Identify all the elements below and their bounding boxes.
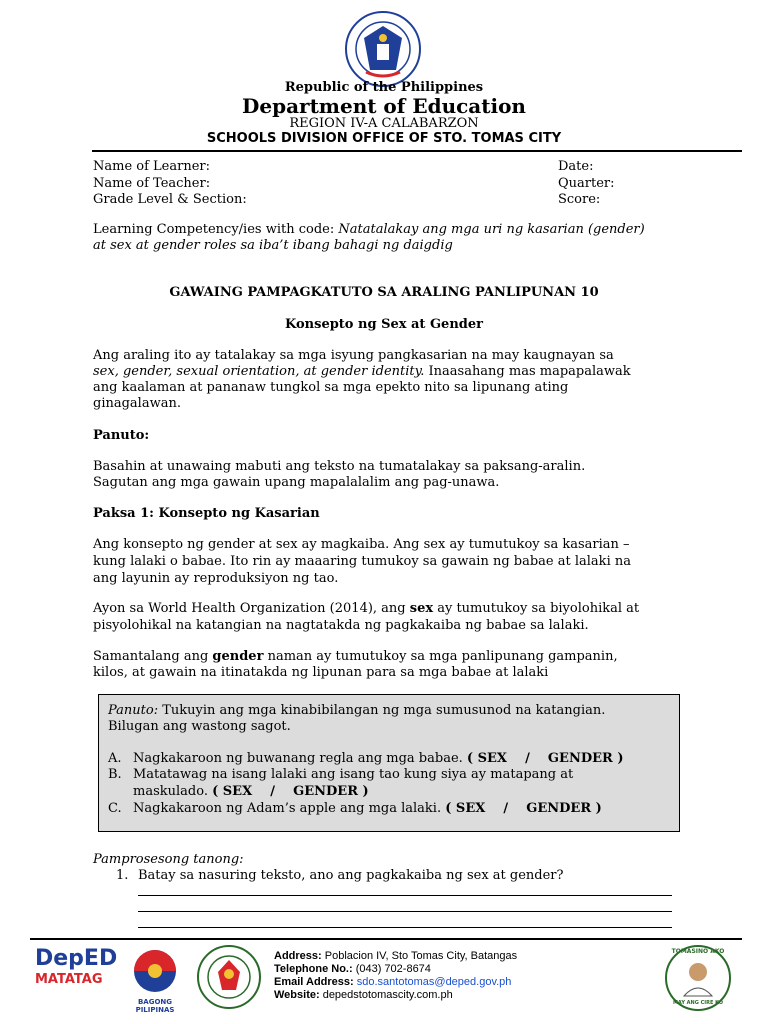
item-a-marker: A. (108, 751, 122, 766)
website-label: Website: (274, 989, 320, 1001)
panuto-line-2: Sagutan ang mga gawain upang mapalalalim ang pag-unawa. (93, 475, 500, 490)
p3-text-c: naman ay tumutukoy sa mga panlipunang gampanin, (263, 649, 618, 664)
tomasino-ako-badge-logo (664, 944, 732, 1012)
competency-label: Learning Competency/ies with code: (93, 222, 335, 237)
question-1-text: Batay sa nasuring teksto, ano ang pagkakaiba ng sex at gender? (138, 868, 564, 883)
intro-line-3: ang kaalaman at pananaw tungkol sa mga epekto nito sa lipunang ating (93, 380, 569, 395)
bagong-pilipinas-emblem-icon (122, 948, 188, 994)
badge-top-text: TOMASINO AKO (671, 948, 725, 955)
activity-panuto-line-2: Bilugan ang wastong sagot. (108, 719, 291, 734)
competency-text-1: Natatalakay ang mga uri ng kasarian (gender) (338, 222, 645, 237)
sdo-sto-tomas-seal-logo (196, 944, 262, 1010)
footer-rule (30, 938, 742, 940)
website-link[interactable]: depedstotomascity.com.ph (319, 989, 453, 1001)
teacher-name-label: Name of Teacher: (93, 176, 211, 191)
answer-line-2[interactable] (138, 911, 672, 912)
competency-line-1 (93, 221, 645, 238)
email-link[interactable]: sdo.santotomas@deped.gov.ph (353, 976, 512, 988)
intro-line-2-text: Inaasahang mas mapapalawak (424, 364, 631, 379)
panuto-line-1: Basahin at unawaing mabuti ang teksto na tumatalakay sa paksang-aralin. (93, 459, 586, 474)
deped-matatag-logo (35, 946, 118, 1002)
contact-block (274, 950, 517, 1002)
intro-line-4: ginagalawan. (93, 396, 181, 411)
badge-bottom-text: MAY ANG CIRE KO (672, 1000, 724, 1006)
address-row (274, 950, 517, 963)
paragraph-3-line-2: kilos, at gawain na itinatakda ng lipunan para sa mga babae at lalaki (93, 665, 549, 680)
bagong-pilipinas-text: BAGONG PILIPINAS (135, 998, 175, 1014)
learner-name-label: Name of Learner: (93, 159, 210, 174)
website-row (274, 989, 517, 1002)
item-a (133, 750, 624, 767)
p2-text-a: Ayon sa World Health Organization (2014), ang (93, 601, 410, 616)
activity-panuto-text: Tukuyin ang mga kinabibilangan ng mga sumusunod na katangian. (158, 703, 606, 718)
email-row (274, 976, 517, 989)
worksheet-subtitle: Konsepto ng Sex at Gender (284, 317, 483, 332)
telephone-label: Telephone No.: (274, 963, 353, 975)
p2-bold-sex: sex (409, 601, 434, 616)
item-b-text: Matatawag na isang lalaki ang isang tao kung siya ay matapang at (133, 767, 574, 782)
activity-panuto-label: Panuto: (108, 703, 159, 718)
paragraph-3-line-1 (93, 648, 618, 665)
question-1-number: 1. (116, 868, 129, 883)
department-heading: Department of Education (242, 94, 526, 118)
p3-text-a: Samantalang ang (93, 649, 213, 664)
p2-text-c: ay tumutukoy sa biyolohikal at (433, 601, 640, 616)
deped-wordmark: DepED (35, 946, 118, 971)
answer-line-1[interactable] (138, 895, 672, 896)
p3-bold-gender: gender (212, 649, 264, 664)
item-b-choice[interactable]: ( SEX / GENDER ) (212, 784, 369, 799)
item-b-text-2: maskulado. (133, 784, 208, 799)
item-b-line-2 (133, 783, 369, 800)
date-label: Date: (558, 159, 594, 174)
paragraph-2-line-1 (93, 600, 639, 617)
matatag-wordmark: MATATAG (35, 972, 103, 987)
region-heading: REGION IV-A CALABARZON (289, 116, 479, 131)
paragraph-1-line-3: ang layunin ay reproduksiyon ng tao. (93, 571, 339, 586)
paragraph-1-line-1: Ang konsepto ng gender at sex ay magkaiba. Ang sex ay tumutukoy sa kasarian – (93, 537, 630, 552)
intro-line-1: Ang araling ito ay tatalakay sa mga isyung pangkasarian na may kaugnayan sa (93, 348, 614, 363)
item-a-text: Nagkakaroon ng buwanang regla ang mga babae. (133, 751, 463, 766)
telephone-value: (043) 702-8674 (352, 963, 431, 975)
panuto-heading: Panuto: (93, 428, 150, 443)
competency-text-2: at sex at gender roles sa iba’t ibang bahagi ng daigdig (93, 238, 453, 253)
processing-label: Pamprosesong tanong: (93, 852, 244, 867)
paksa-heading: Paksa 1: Konsepto ng Kasarian (93, 506, 320, 521)
item-b-marker: B. (108, 767, 122, 782)
telephone-row (274, 963, 517, 976)
division-heading: SCHOOLS DIVISION OFFICE OF STO. TOMAS CITY (206, 131, 562, 146)
answer-line-3[interactable] (138, 927, 672, 928)
paragraph-2-line-2: pisyolohikal na katangian na nagtatakda ng pagkakaiba ng babae sa lalaki. (93, 618, 589, 633)
item-c (133, 800, 602, 817)
intro-line-2 (93, 363, 631, 380)
item-c-choice[interactable]: ( SEX / GENDER ) (445, 801, 602, 816)
email-label: Email Address: (274, 976, 354, 988)
activity-panuto-line-1 (108, 702, 605, 719)
deped-seal-logo (344, 10, 422, 88)
item-c-marker: C. (108, 801, 122, 816)
item-a-choice[interactable]: ( SEX / GENDER ) (466, 751, 624, 766)
grade-section-label: Grade Level & Section: (93, 192, 247, 207)
republic-heading: Republic of the Philippines (284, 80, 484, 95)
paragraph-1-line-2: kung lalaki o babae. Ito rin ay maaaring tumukoy sa gawain ng babae at lalaki na (93, 554, 631, 569)
address-label: Address: (274, 950, 322, 962)
header-rule (92, 150, 742, 152)
item-c-text: Nagkakaroon ng Adam’s apple ang mga lalaki. (133, 801, 442, 816)
score-label: Score: (558, 192, 601, 207)
bagong-pilipinas-logo (122, 948, 188, 1014)
worksheet-title: GAWAING PAMPAGKATUTO SA ARALING PANLIPUNAN 10 (169, 285, 599, 300)
address-value: Poblacion IV, Sto Tomas City, Batangas (321, 950, 518, 962)
intro-italic-terms: sex, gender, sexual orientation, at gender identity. (93, 364, 425, 379)
quarter-label: Quarter: (558, 176, 615, 191)
